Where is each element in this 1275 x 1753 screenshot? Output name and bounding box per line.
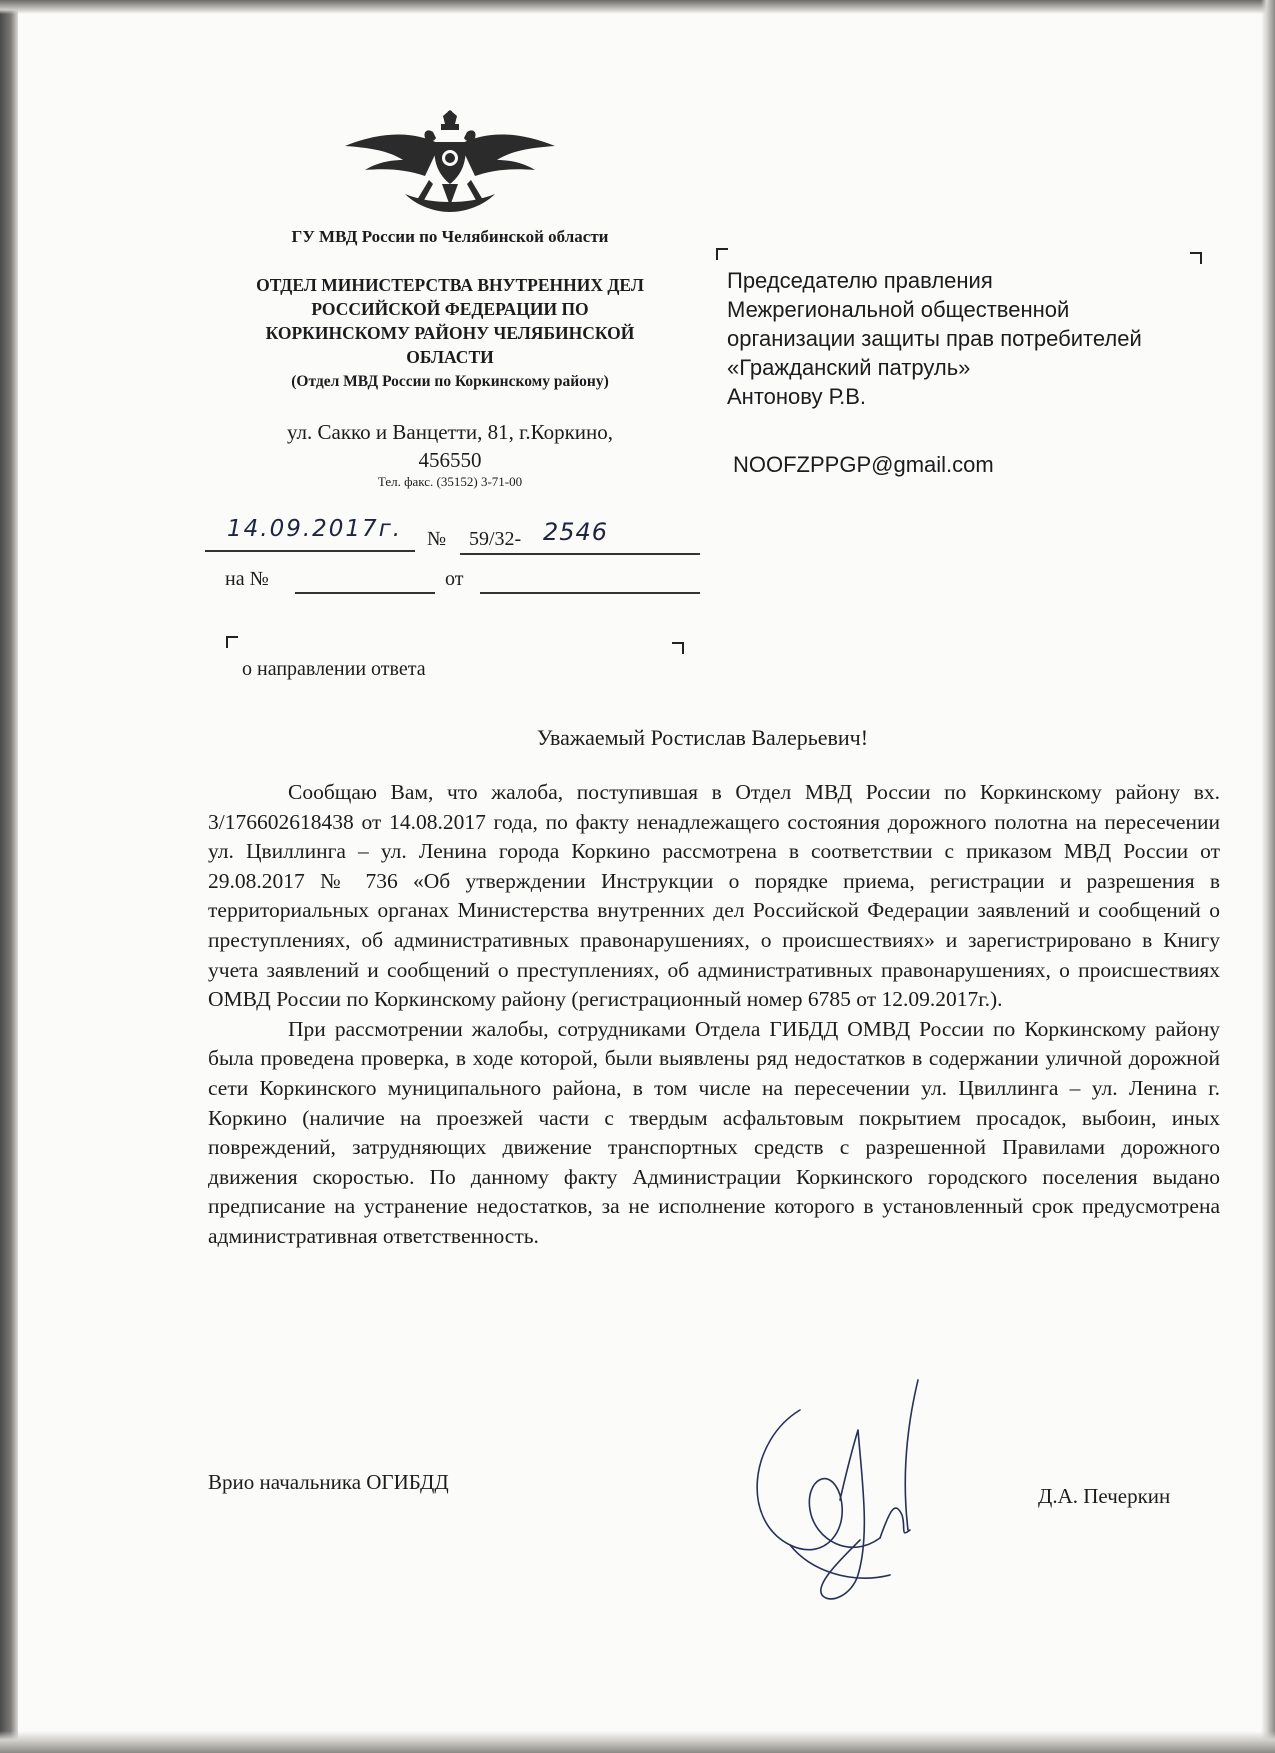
organization-name xyxy=(205,273,695,369)
reference-number-label: на № xyxy=(225,568,269,590)
signatory-name: Д.А. Печеркин xyxy=(1038,1484,1171,1508)
addressee-line: организации защиты прав потребителей xyxy=(727,326,1142,351)
reference-number-blank xyxy=(295,592,435,594)
addressee-corner-right xyxy=(1190,252,1202,264)
addressee-line: Антонову Р.В. xyxy=(727,384,867,409)
salutation: Уважаемый Ростислав Валерьевич! xyxy=(536,725,869,750)
body-paragraph: При рассмотрении жалобы, сотрудниками Отдела ГИБДД ОМВД России по Коркинскому району была проведена проверка, в ходе которой, были выявлены ряд недостатков в содержании уличной дорожной сети Коркинского муниципального района, в том числе на пересечении ул. Цвиллинга – ул. Ленина г. Коркино (наличие на проезжей части с твердым асфальтовым покрытием просадок, выбоин, иных повреждений, затрудняющих движение транспортных средств с разрешенной Правилами дорожного движения скоростью. По данному факту Администрации Коркинского городского поселения выдано предписание на устранение недостатков, за не исполнение которого в установленный срок предусмотрена административная ответственность. xyxy=(208,1016,1220,1248)
registration-date-handwritten: 14.09.2017г. xyxy=(227,516,403,542)
organization-phone: Тел. факс. (35152) 3-71-00 xyxy=(377,474,523,489)
number-underline xyxy=(460,553,700,555)
addressee-block xyxy=(727,266,1207,411)
reference-row xyxy=(205,568,700,598)
addressee-line: «Гражданский патруль» xyxy=(727,355,971,380)
scan-border-left xyxy=(0,0,18,1753)
registration-number-prefix: 59/32- xyxy=(469,528,522,550)
handwritten-signature xyxy=(730,1370,990,1610)
organization-name-line: ОБЛАСТИ xyxy=(406,347,494,367)
addressee-line: Межрегиональной общественной xyxy=(727,297,1070,322)
scan-border-top xyxy=(0,0,1275,14)
organization-short-name: (Отдел МВД России по Коркинскому району) xyxy=(291,373,609,390)
subject-corner-right xyxy=(672,642,684,654)
registration-number-handwritten: 2546 xyxy=(543,518,609,546)
address-line: 456550 xyxy=(418,448,482,472)
mvd-emblem-icon xyxy=(345,110,555,222)
subject-corner-left xyxy=(226,636,238,648)
reference-date-blank xyxy=(480,592,700,594)
letter-body xyxy=(208,778,1220,1252)
signatory-position: Врио начальника ОГИБДД xyxy=(208,1470,449,1494)
organization-name-line: РОССИЙСКОЙ ФЕДЕРАЦИИ ПО xyxy=(311,299,589,319)
registration-row xyxy=(205,516,700,556)
organization-address xyxy=(205,418,695,474)
addressee-email: NOOFZPPGP@gmail.com xyxy=(733,452,994,477)
organization-name-line: ОТДЕЛ МИНИСТЕРСТВА ВНУТРЕННИХ ДЕЛ xyxy=(256,275,644,295)
address-line: ул. Сакко и Ванцетти, 81, г.Коркино, xyxy=(286,420,614,444)
scan-border-right xyxy=(1261,0,1275,1753)
reference-date-label: от xyxy=(445,568,464,590)
number-sign: № xyxy=(427,528,447,550)
addressee-corner-left xyxy=(716,248,728,260)
organization-name-line: КОРКИНСКОМУ РАЙОНУ ЧЕЛЯБИНСКОЙ xyxy=(265,323,635,343)
body-paragraph: Сообщаю Вам, что жалоба, поступившая в Отдел МВД России по Коркинскому району вх. 3/176602618438 от 14.08.2017 года, по факту ненадлежащего состояния дорожного полотна на пересечении ул. Цвиллинга – ул. Ленина города Коркино рассмотрена в соответствии с приказом МВД России от 29.08.2017 № 736 «Об утверждении Инструкции о порядке приема, регистрации и разрешения в территориальных органах Министерства внутренних дел Российской Федерации заявлений и сообщений о преступлениях, об административных правонарушениях, о происшествиях» и зарегистрировано в Книгу учета заявлений и сообщений о преступлениях, об административных правонарушениях, о происшествиях ОМВД России по Коркинскому району (регистрационный номер 6785 от 12.09.2017г.). xyxy=(208,780,1220,1012)
addressee-line: Председателю правления xyxy=(727,268,993,293)
letter-subject: о направлении ответа xyxy=(242,658,426,680)
date-underline xyxy=(205,550,415,552)
scan-border-bottom xyxy=(0,1731,1275,1753)
parent-organization: ГУ МВД России по Челябинской области xyxy=(291,227,609,246)
